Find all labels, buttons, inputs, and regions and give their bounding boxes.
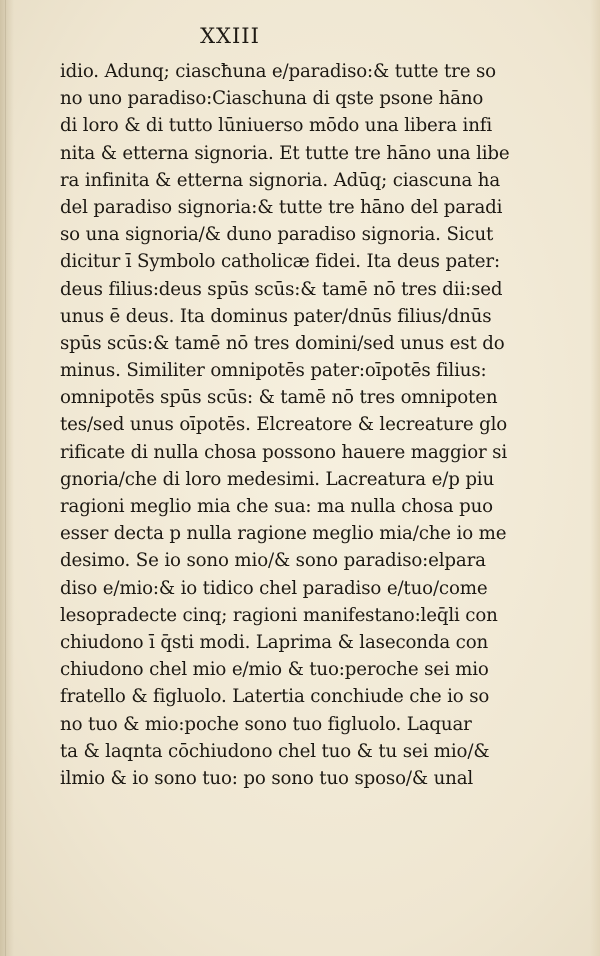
text-line: ilmio & io sono tuo: po sono tuo sposo/& unal [60,767,474,789]
right-page-edge [590,0,600,956]
text-line: ra infinita & etterna signoria. Adūq; ciascuna ha [60,169,501,191]
body-text [60,58,510,792]
text-line: rificate di nulla chosa possono hauere maggior si [60,441,508,463]
text-line: ragioni meglio mia che sua: ma nulla chosa puo [60,496,493,517]
text-line: so una signoria/& duno paradiso signoria. Sicut [60,224,494,246]
page-edge-line [5,0,6,956]
page-number: XXIII [200,24,260,48]
text-line: deus filius:deus spūs scūs:& tamē nō tres dii:sed [60,278,503,300]
text-line: nita & etterna signoria. Et tutte tre hāno una libe [60,142,510,164]
text-line: fratello & figluolo. Latertia conchiude che io so [60,686,490,708]
text-line: lesopradecte cinq; ragioni manifestano:leq̄li con [60,604,498,626]
text-line: omnipotēs spūs scūs: & tamē nō tres omnipoten [60,387,498,409]
text-line: diso e/mio:& io tidico chel paradiso e/tuo/come [60,577,488,599]
text-line: no uno paradiso:Ciaschuna di qste psone hāno [60,88,484,110]
text-line: idio. Adunq; ciascħuna e/paradiso:& tutte tre so [60,61,496,82]
text-line: chiudono chel mio e/mio & tuo:peroche sei mio [60,659,489,681]
text-line: chiudono ī q̄sti modi. Laprima & laseconda con [60,631,489,653]
text-line: desimo. Se io sono mio/& sono paradiso:elpara [60,550,486,572]
text-line: gnoria/che di loro medesimi. Lacreatura e/p piu [60,468,495,490]
text-line: tes/sed unus oīpotēs. Elcreatore & lecreature glo [60,414,508,436]
text-line: ta & laqnta cōchiudono chel tuo & tu sei mio/& [60,740,490,762]
gutter-shadow [0,0,14,956]
text-line: di loro & di tutto lūniuerso mōdo una libera infi [60,115,493,137]
text-line: del paradiso signoria:& tutte tre hāno del paradi [60,196,503,218]
text-line: esser decta p nulla ragione meglio mia/che io me [60,523,507,545]
text-line: spūs scūs:& tamē nō tres domini/sed unus est do [60,332,505,354]
text-line: minus. Similiter omnipotēs pater:oīpotēs filius: [60,360,487,382]
text-line: unus ē deus. Ita dominus pater/dnūs filius/dnūs [60,305,492,327]
text-line: no tuo & mio:poche sono tuo figluolo. Laquar [60,713,472,735]
text-line: dicitur ī Symbolo catholicæ fidei. Ita deus pater: [60,251,500,273]
